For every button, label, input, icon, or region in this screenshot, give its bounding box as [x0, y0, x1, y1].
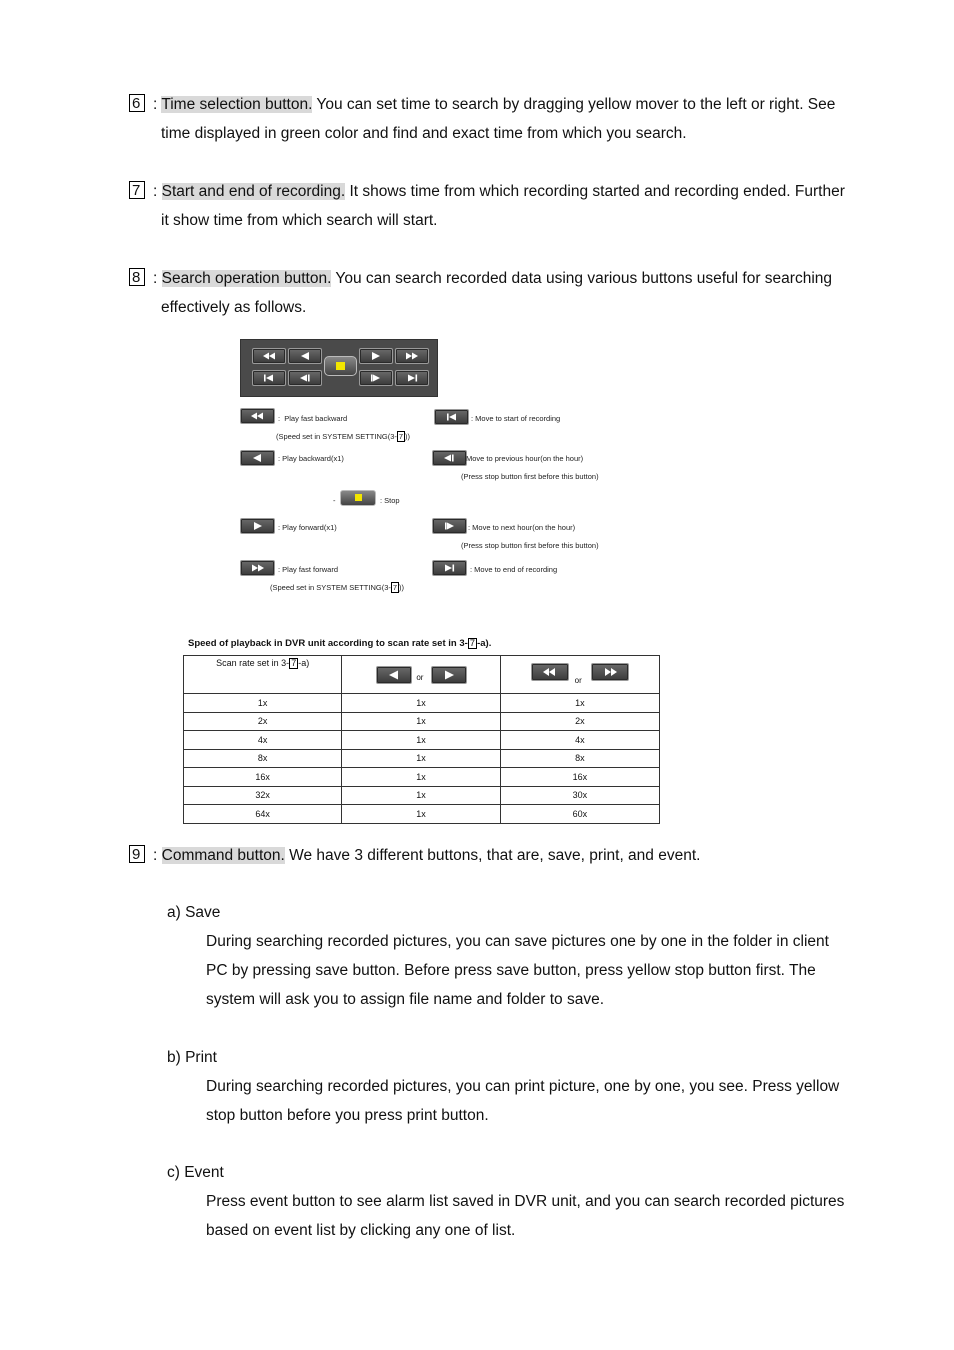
item-number: 8	[129, 268, 145, 286]
legend-prev-hour: Move to previous hour(on the hour)	[466, 454, 584, 463]
end-of-recording-button[interactable]	[395, 370, 429, 386]
legend-fast-forward: : Play fast forward	[278, 565, 339, 574]
command-label: c) Event	[167, 1164, 224, 1181]
fast-backward-icon	[240, 408, 275, 424]
table-row: 4x 1x 4x	[184, 731, 660, 750]
item-9: 9 : Command button. We have 3 different buttons, that are, save, print, and event.	[129, 841, 889, 870]
command-label: a) Save	[167, 904, 221, 921]
speed-table	[183, 655, 660, 824]
item-text: We have 3 different buttons, that are, save, print, and event.	[284, 847, 701, 864]
table-header-row	[184, 656, 660, 694]
next-hour-button[interactable]	[359, 370, 393, 386]
command-desc: Press event button to see alarm list saved in DVR unit, and you can search recorded pictures based on event list by clicking any one of list.	[206, 1193, 845, 1239]
item-text: You can search recorded data using various buttons useful for searching	[331, 270, 833, 287]
command-label: b) Print	[167, 1049, 217, 1066]
table-row: 32x 1x 30x	[184, 786, 660, 805]
item-text-cont: it show time from which search will start.	[161, 212, 438, 229]
legend-next-hour: : Move to next hour(on the hour)	[468, 523, 576, 532]
table-row: 64x 1x 60x	[184, 805, 660, 824]
item-number: 7	[129, 181, 145, 199]
item-8: 8 : Search operation button. You can search recorded data using various buttons useful for searching effectively as follows.	[129, 264, 889, 322]
command-save	[167, 898, 887, 1014]
item-7: 7 : Start and end of recording. It shows time from which recording started and recording ended. Further it show time from which search will start.	[129, 177, 889, 235]
fast-forward-button[interactable]	[395, 348, 429, 364]
legend-end: : Move to end of recording	[470, 565, 558, 574]
forward-icon	[240, 518, 275, 534]
forward-icon	[431, 666, 467, 684]
legend-prev-note: (Press stop button first before this button)	[461, 472, 599, 481]
backward-icon	[376, 666, 412, 684]
command-desc: During searching recorded pictures, you can print picture, one by one, you see. Press yellow stop button before you press print button.	[206, 1078, 840, 1124]
header-scan-rate: Scan rate set in 3- 7 -a)	[184, 656, 342, 694]
fast-forward-icon	[591, 663, 629, 681]
previous-hour-button[interactable]	[288, 370, 322, 386]
legend-fast-backward-note: (Speed set in SYSTEM SETTING(3- 7 ))	[276, 432, 411, 441]
item-number: 6	[129, 94, 145, 112]
item-title: Command button.	[161, 847, 285, 864]
forward-button[interactable]	[359, 348, 393, 364]
header-fast-buttons: or	[500, 656, 659, 694]
start-of-recording-button[interactable]	[252, 370, 286, 386]
speed-table-caption: Speed of playback in DVR unit according to scan rate set in 3- 7 -a).	[188, 638, 492, 649]
search-control-panel	[240, 339, 438, 397]
legend-stop: : Stop	[380, 496, 400, 505]
item-text: It shows time from which recording started and recording ended. Further	[345, 183, 845, 200]
stop-icon	[340, 490, 376, 506]
start-of-recording-icon	[434, 409, 469, 425]
previous-hour-icon	[432, 450, 467, 466]
table-row: 8x 1x 8x	[184, 749, 660, 768]
table-row: 16x 1x 16x	[184, 768, 660, 787]
item-number: 9	[129, 845, 145, 863]
item-6: 6 : Time selection button. You can set time to search by dragging yellow mover to the left or right. See time displayed in green color and find and exact time from which you search.	[129, 90, 889, 148]
fast-forward-icon	[240, 560, 275, 576]
item-text: You can set time to search by dragging yellow mover to the left or right. See	[312, 96, 836, 113]
legend-start: : Move to start of recording	[471, 414, 561, 423]
item-title: Start and end of recording.	[161, 183, 346, 200]
legend-backward: : Play backward(x1)	[278, 454, 344, 463]
end-of-recording-icon	[432, 560, 467, 576]
legend-forward: : Play forward(x1)	[278, 523, 337, 532]
command-event	[167, 1158, 887, 1245]
table-row: 2x 1x 2x	[184, 712, 660, 731]
command-print	[167, 1043, 887, 1130]
stop-button[interactable]	[324, 356, 357, 376]
next-hour-icon	[432, 518, 467, 534]
fast-backward-button[interactable]	[252, 348, 286, 364]
legend-fast-backward: : Play fast backward	[278, 414, 348, 423]
header-x1-buttons: or	[342, 656, 500, 694]
command-desc: During searching recorded pictures, you can save pictures one by one in the folder in client PC by pressing save button. Before press save button, press yellow stop button first. The system will ask you to assign file name and folder to save.	[206, 933, 829, 1008]
legend-next-note: (Press stop button first before this button)	[461, 541, 599, 550]
legend-fast-forward-note: (Speed set in SYSTEM SETTING(3- 7 ))	[270, 583, 405, 592]
backward-icon	[240, 450, 275, 466]
item-title: Search operation button.	[161, 270, 332, 287]
item-title: Time selection button.	[161, 96, 313, 113]
item-text-cont: effectively as follows.	[161, 299, 307, 316]
backward-button[interactable]	[288, 348, 322, 364]
item-text-cont: time displayed in green color and find and exact time from which you search.	[161, 125, 687, 142]
fast-backward-icon	[531, 663, 569, 681]
table-row: 1x 1x 1x	[184, 694, 660, 713]
